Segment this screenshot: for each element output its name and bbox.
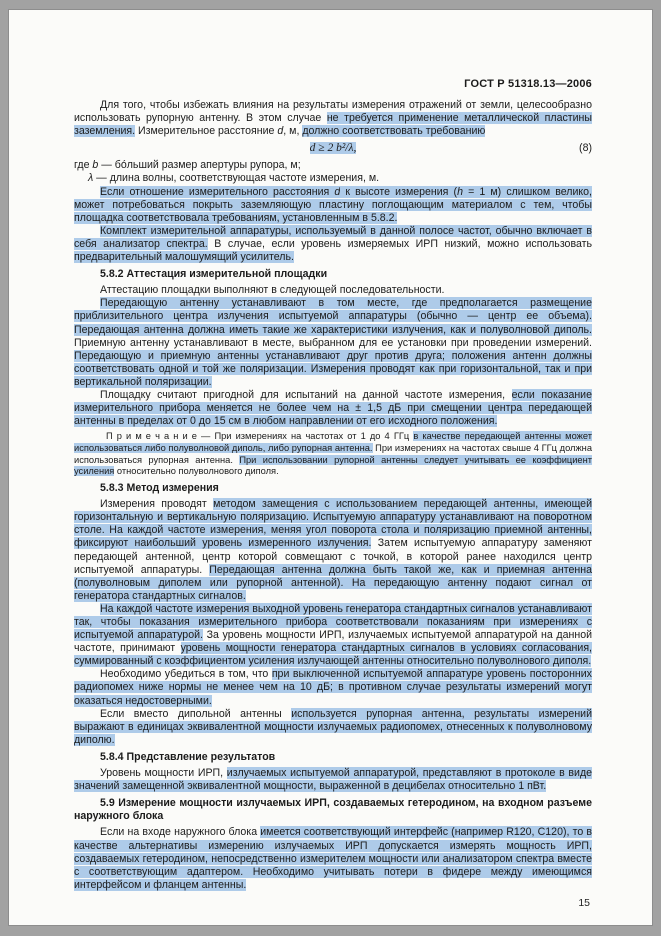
text-run: Для того, чтобы избежать влияния на результаты измерения отражений от земли, целесообразно использовать рупорную антенну. В этом случае — [74, 99, 592, 125]
section-heading — [74, 797, 592, 823]
selection-highlight: Комплект измерительной аппаратуры, используемый в данной полосе частот, обычно включает в себя анализатор спектра. — [74, 224, 592, 250]
selection-highlight: излучаемых испытуемой аппаратурой, представляют в протоколе в виде значений замещенной эквивалентной мощности, выраженной в децибелах относительно 1 пВт. — [74, 767, 593, 793]
text-run: 5.8.2 Аттестация измерительной площадки — [100, 268, 328, 281]
text-run: Измерительное расстояние — [135, 125, 278, 138]
selection-highlight: при выключенной испытуемой аппаратуре уровень посторонних радиопомех ниже нормы не менее чем на 10 дБ; в противном случае результаты измерений могут оказаться недостоверными. — [74, 668, 592, 707]
selection-highlight: Если отношение измерительного расстояния — [100, 185, 335, 198]
paragraph — [74, 603, 592, 668]
text-run: При измерениях на частотах свыше 4 ГГц должна использоваться рупорная антенна. — [74, 442, 592, 465]
selection-highlight: если показание измерительного прибора меняется не более чем на ± 1,5 дБ при смещении центра передающей антенны в пределах от 0 до 15 см в любом направлении от его исходного положения. — [74, 388, 592, 428]
selection-highlight: имеется соответствующий интерфейс (например R120, C120), то в качестве альтернативы измерению излучаемых ИРП допускается измерять мощность ИРП, создаваемых гетеродином, непосредственно измерителем мощности или анализатором спектра вместе с соответствующим адаптером. — [74, 826, 593, 878]
paragraph — [74, 225, 592, 264]
text-run: где — [74, 159, 93, 172]
paragraph — [74, 99, 592, 138]
paragraph — [74, 186, 592, 225]
text-run: λ — [88, 172, 94, 185]
paragraph — [74, 389, 592, 428]
text-run: Уровень мощности ИРП, — [100, 767, 227, 780]
selection-highlight: Необходимо учитывать потери в фидере между имеющимся интерфейсом и фланцем антенны. — [74, 865, 592, 891]
text-run: Если на входе наружного блока — [100, 826, 261, 839]
selection-highlight: используется рупорная антенна, результаты измерений выражают в единицах эквивалентной мощности излучаемых радиопомех, отнесенных к полуволновому диполю. — [74, 707, 593, 746]
selection-highlight: d ≥ 2 b²/λ, — [309, 142, 357, 155]
selection-highlight: методом замещения с использованием передающей антенны, имеющей горизонтальную и вертикальную поляризацию. Испытуемую аппаратуру устанавливают на поворотном столе. На каждой частоте измерения, меняя угол поворота стола и поляризацию приемной антенны, фиксируют наибольший уровень измеренного излучения. — [74, 498, 592, 550]
text-run: Аттестацию площадки выполняют в следующей последовательности. — [100, 284, 445, 297]
selection-highlight: d — [334, 185, 341, 198]
text-run: За уровень мощности ИРП, излучаемых испытуемой аппаратурой на данной частоте, принимают — [74, 629, 592, 655]
selection-highlight: h — [457, 185, 463, 198]
text-run: Приемную антенну устанавливают в месте, выбранном для ее установки при проведении измерений. — [74, 336, 592, 349]
selection-highlight: При использовании рупорной антенны следует учитывать ее коэффициент усиления — [74, 454, 592, 477]
text-run: Площадку считают пригодной для испытаний на данной частоте измерения, — [100, 388, 512, 401]
selection-highlight: На каждой частоте измерения выходной уровень генератора стандартных сигналов устанавливают так, чтобы показания измерительного прибора соответствовали показаниям при измерениях с испытуемой аппаратурой. — [74, 602, 592, 642]
paragraph — [74, 284, 592, 297]
standard-designation: ГОСТ Р 51318.13—2006 — [464, 78, 592, 90]
paragraph — [74, 159, 592, 172]
paragraph — [74, 172, 592, 185]
paragraph — [74, 668, 592, 707]
section-heading — [74, 268, 592, 281]
text-run: Затем испытуемую аппаратуру заменяют передающей антенной, центр которой совмещают с точкой, в которой ранее находился центр испытуемой аппаратуры. — [74, 537, 592, 576]
text-run: В случае, если уровень измеряемых ИРП низкий, можно использовать — [207, 237, 592, 250]
section-heading — [74, 482, 592, 495]
paragraph — [74, 826, 592, 891]
selection-highlight: Передающая антенна должна быть такой же, как и приемная антенна (полуволновым диполем или рупорной антенной). На передающую антенну подают сигнал от генератора стандартных сигналов. — [74, 563, 592, 602]
paragraph — [74, 708, 592, 747]
text-run: Необходимо убедиться в том, что — [100, 668, 272, 681]
selection-highlight: в качестве передающей антенны может использоваться либо полуволновой диполь, либо рупорная антенна. — [74, 431, 592, 453]
selection-highlight: не требуется применение металлической пластины заземления. — [74, 112, 592, 138]
text-run: 5.8.4 Представление результатов — [100, 750, 276, 763]
page-number: 15 — [578, 897, 590, 909]
selection-highlight: предварительный малошумящий усилитель. — [74, 251, 294, 264]
text-run: Измерения проводят — [100, 498, 214, 511]
selection-highlight: = 1 м) слишком велико, может потребоваться покрыть заземляющую пластину поглощающим материалом с тем, чтобы площадка соответствовала требованиям, установленным в 5.8.2. — [74, 185, 592, 224]
document-page — [8, 9, 653, 926]
text-run: — длина волны, соответствующая частоте измерения, м. — [93, 172, 380, 185]
document-content — [74, 99, 592, 892]
text-run: d — [277, 125, 284, 138]
text-run: Если вместо дипольной антенны — [100, 707, 292, 720]
formula-line — [74, 142, 592, 155]
note-paragraph — [74, 431, 592, 478]
text-run: b — [92, 159, 99, 172]
selection-highlight: к высоте измерения ( — [340, 185, 458, 198]
selection-highlight: должно соответствовать требованию — [302, 125, 486, 138]
paragraph — [74, 297, 592, 389]
section-heading — [74, 751, 592, 764]
formula-expression — [310, 142, 357, 154]
formula-number: (8) — [579, 142, 592, 155]
selection-highlight: Передающую и приемную антенны устанавливают друг против друга; положения антенн должны соответствовать одной и той же поляризации. Измерения проводят как при горизонтальной, так и при вертикальной поляризации. — [74, 349, 592, 388]
text-run: 5.8.3 Метод измерения — [100, 482, 219, 495]
paragraph — [74, 767, 592, 793]
text-run: 5.9 Измерение мощности излучаемых ИРП, создаваемых гетеродином, на входном разъеме наружного блока — [74, 797, 592, 823]
text-run: — бо́льший размер апертуры рупора, м; — [98, 159, 301, 172]
selection-highlight: Передающую антенну устанавливают в том месте, где предполагается размещение приблизительного центра излучения испытуемой аппаратуры (обычно — центр ее объема). Передающая антенна должна иметь такие же характеристики излучения, как и полуволновой диполь. — [74, 297, 592, 336]
selection-highlight: уровень мощности генератора стандартных сигналов в условиях согласования, суммированный с коэффициентом усиления излучающей антенны относительно полуволнового диполя. — [74, 642, 593, 668]
paragraph — [74, 498, 592, 603]
text-run: П р и м е ч а н и е — При измерениях на частотах от 1 до 4 ГГц — [106, 431, 414, 442]
text-run: , м, — [283, 125, 303, 138]
text-run: относительно полуволнового диполя. — [114, 466, 279, 477]
